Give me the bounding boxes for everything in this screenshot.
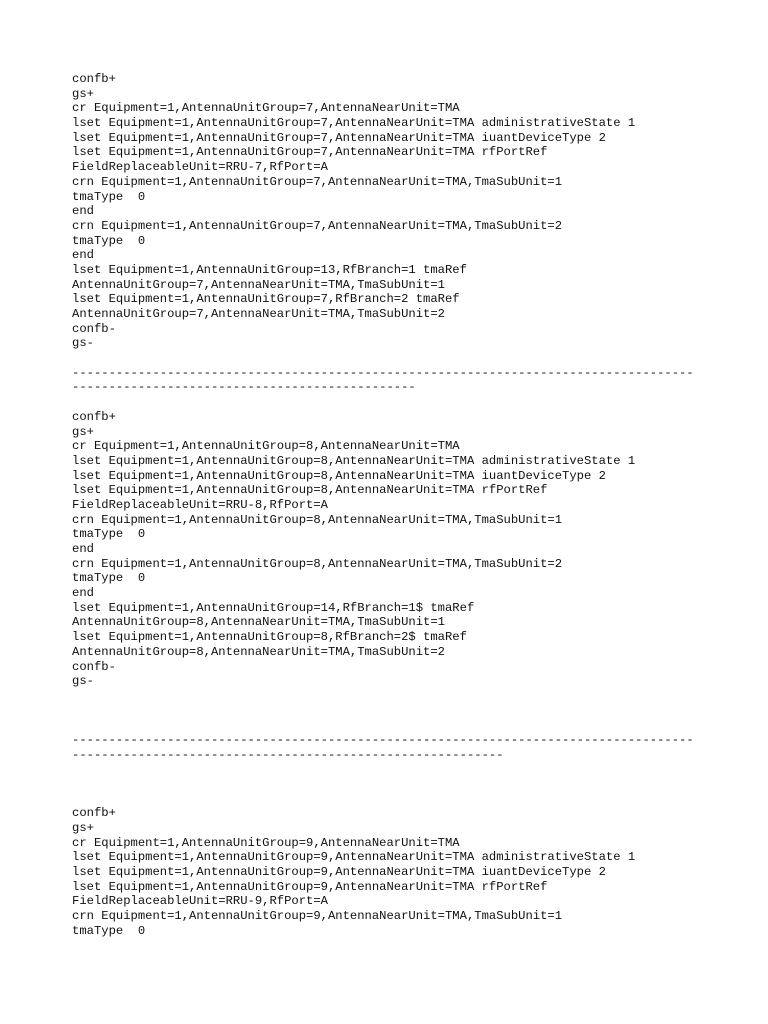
code-line: crn Equipment=1,AntennaUnitGroup=8,AntennaNearUnit=TMA,TmaSubUnit=1 — [72, 512, 563, 527]
code-line: confb+ — [72, 806, 116, 821]
code-line: lset Equipment=1,AntennaUnitGroup=13,RfBranch=1 tmaRef — [72, 262, 467, 277]
command-block-1 — [72, 72, 732, 351]
code-line: FieldReplaceableUnit=RRU-7,RfPort=A — [72, 160, 328, 175]
separator-line — [72, 366, 732, 395]
code-line: lset Equipment=1,AntennaUnitGroup=9,AntennaNearUnit=TMA iuantDeviceType 2 — [72, 865, 606, 879]
code-line: AntennaUnitGroup=8,AntennaNearUnit=TMA,TmaSubUnit=2 — [72, 644, 445, 659]
code-line: gs- — [72, 674, 94, 689]
code-line: AntennaUnitGroup=7,AntennaNearUnit=TMA,TmaSubUnit=1 — [72, 277, 445, 292]
code-line: gs+ — [72, 86, 94, 101]
code-line: tmaType 0 — [72, 233, 146, 248]
command-block-2 — [72, 410, 732, 689]
separator-row: ----------------------------------------------------------- — [72, 747, 504, 762]
code-line: AntennaUnitGroup=8,AntennaNearUnit=TMA,TmaSubUnit=1 — [72, 615, 445, 630]
code-line: tmaType 0 — [72, 571, 146, 586]
code-line: crn Equipment=1,AntennaUnitGroup=8,AntennaNearUnit=TMA,TmaSubUnit=2 — [72, 556, 563, 571]
code-line: end — [72, 542, 94, 556]
code-line: gs+ — [72, 820, 94, 835]
separator-row: ----------------------------------------------- — [72, 380, 416, 395]
code-line: confb- — [72, 321, 116, 336]
code-line: cr Equipment=1,AntennaUnitGroup=7,AntennaNearUnit=TMA — [72, 101, 460, 116]
separator-line — [72, 733, 732, 762]
code-line: end — [72, 248, 94, 263]
code-line: lset Equipment=1,AntennaUnitGroup=7,AntennaNearUnit=TMA rfPortRef — [72, 145, 548, 160]
code-line: confb+ — [72, 409, 116, 424]
code-line: confb- — [72, 659, 116, 674]
code-line: AntennaUnitGroup=7,AntennaNearUnit=TMA,TmaSubUnit=2 — [72, 307, 445, 321]
code-line: lset Equipment=1,AntennaUnitGroup=8,AntennaNearUnit=TMA iuantDeviceType 2 — [72, 468, 606, 483]
code-line: end — [72, 204, 94, 219]
code-line: tmaType 0 — [72, 923, 146, 938]
code-line: cr Equipment=1,AntennaUnitGroup=9,AntennaNearUnit=TMA — [72, 835, 460, 850]
code-line: lset Equipment=1,AntennaUnitGroup=9,AntennaNearUnit=TMA rfPortRef — [72, 879, 548, 894]
code-line: cr Equipment=1,AntennaUnitGroup=8,AntennaNearUnit=TMA — [72, 439, 460, 454]
code-line: lset Equipment=1,AntennaUnitGroup=8,AntennaNearUnit=TMA rfPortRef — [72, 483, 548, 498]
code-line: lset Equipment=1,AntennaUnitGroup=8,RfBranch=2$ tmaRef — [72, 630, 467, 645]
code-line: tmaType 0 — [72, 189, 146, 204]
code-line: FieldReplaceableUnit=RRU-8,RfPort=A — [72, 497, 328, 512]
code-line: tmaType 0 — [72, 527, 146, 542]
separator-row: ------------------------------------------------------------------------------------- — [72, 365, 694, 380]
code-line: lset Equipment=1,AntennaUnitGroup=7,AntennaNearUnit=TMA administrativeState 1 — [72, 116, 636, 131]
code-line: lset Equipment=1,AntennaUnitGroup=8,AntennaNearUnit=TMA administrativeState 1 — [72, 453, 636, 468]
code-line: lset Equipment=1,AntennaUnitGroup=7,AntennaNearUnit=TMA iuantDeviceType 2 — [72, 130, 606, 145]
code-line: lset Equipment=1,AntennaUnitGroup=7,RfBranch=2 tmaRef — [72, 292, 460, 307]
code-line: crn Equipment=1,AntennaUnitGroup=7,AntennaNearUnit=TMA,TmaSubUnit=2 — [72, 218, 563, 233]
document-page — [72, 72, 732, 938]
code-line: confb+ — [72, 72, 116, 86]
code-line: end — [72, 586, 94, 601]
code-line: gs+ — [72, 424, 94, 439]
code-line: crn Equipment=1,AntennaUnitGroup=9,AntennaNearUnit=TMA,TmaSubUnit=1 — [72, 909, 563, 924]
code-line: lset Equipment=1,AntennaUnitGroup=9,AntennaNearUnit=TMA administrativeState 1 — [72, 850, 636, 865]
code-line: crn Equipment=1,AntennaUnitGroup=7,AntennaNearUnit=TMA,TmaSubUnit=1 — [72, 174, 563, 189]
code-line: FieldReplaceableUnit=RRU-9,RfPort=A — [72, 894, 328, 909]
code-line: lset Equipment=1,AntennaUnitGroup=14,RfBranch=1$ tmaRef — [72, 600, 475, 615]
command-block-3 — [72, 806, 732, 938]
code-line: gs- — [72, 336, 94, 351]
separator-row: ------------------------------------------------------------------------------------- — [72, 732, 694, 747]
